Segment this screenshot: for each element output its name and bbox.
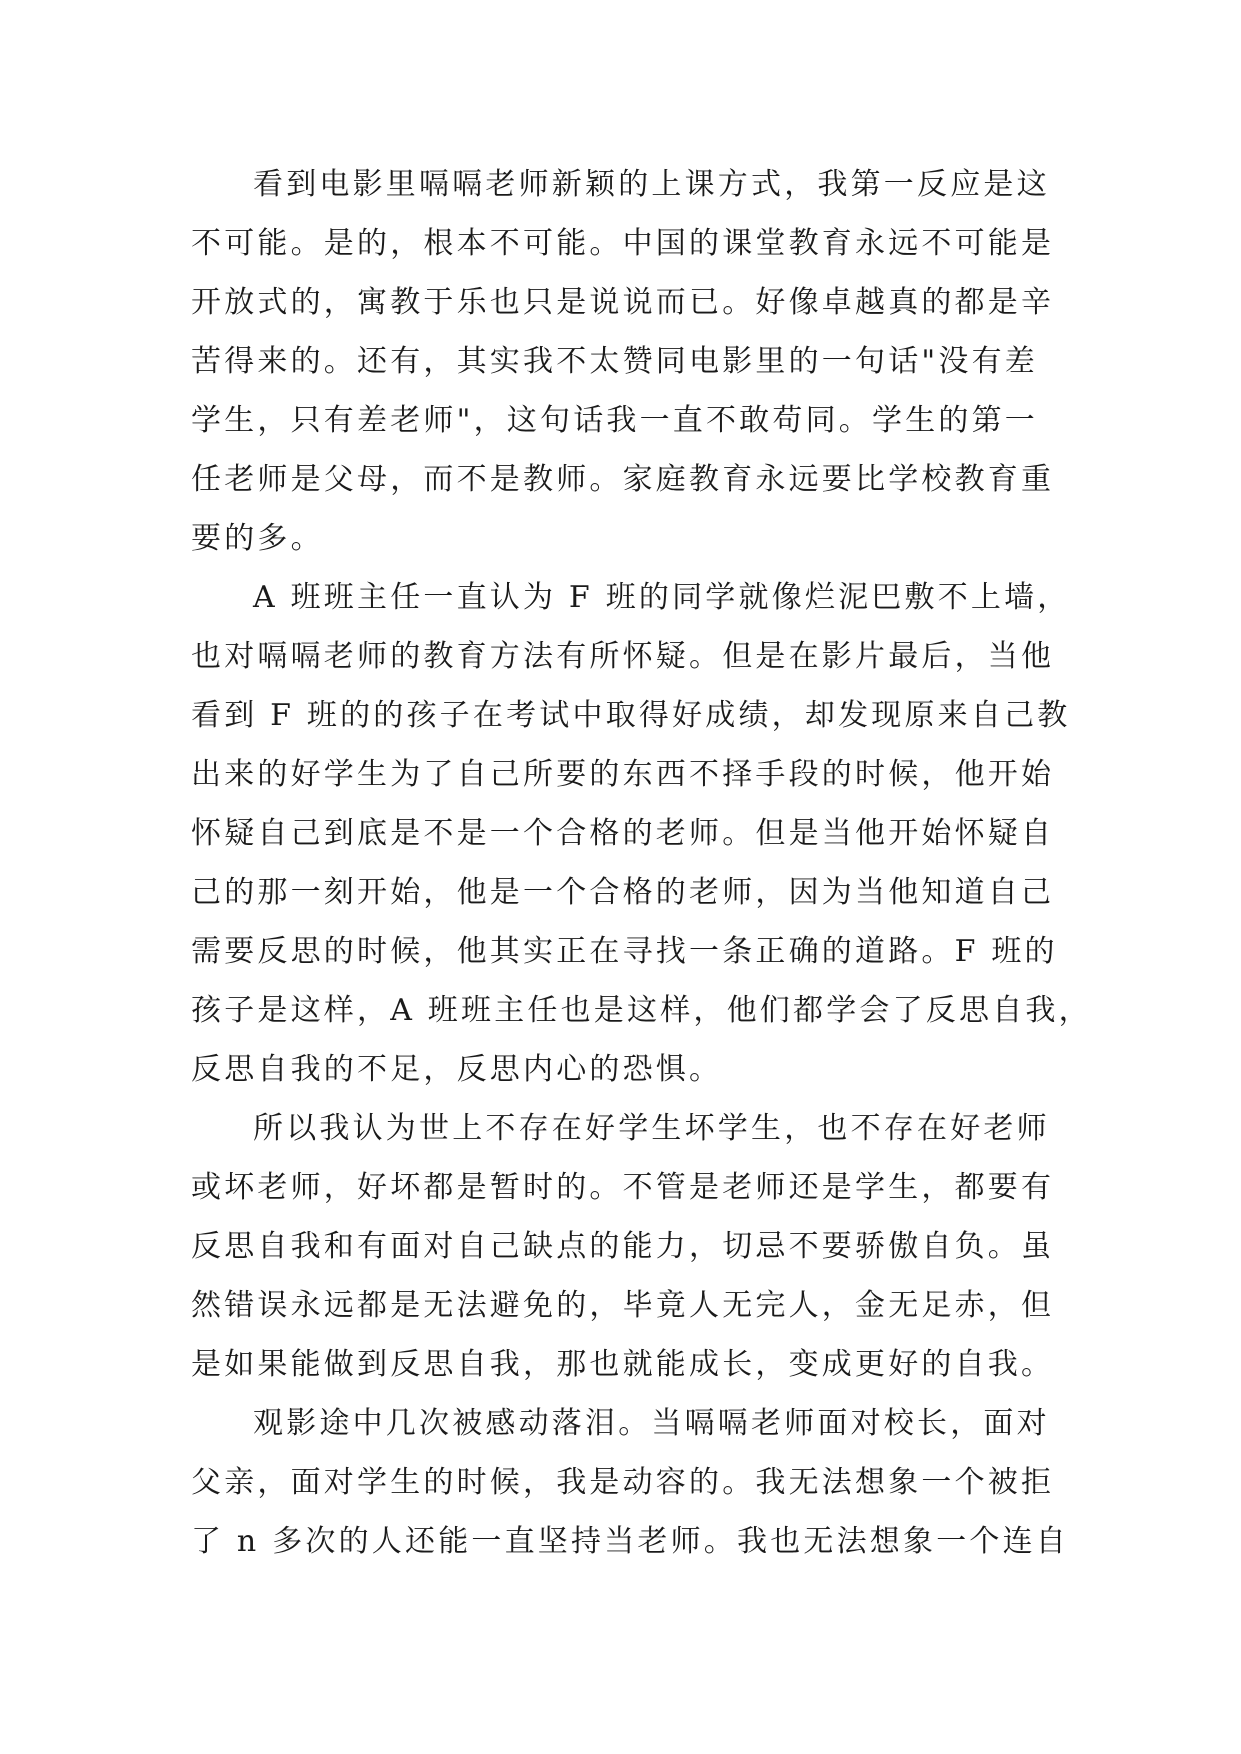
document-body: [191, 155, 1092, 1571]
text-line: 或坏老师，好坏都是暂时的。不管是老师还是学生，都要有: [191, 1170, 1055, 1205]
text-line: 也对嗝嗝老师的教育方法有所怀疑。但是在影片最后，当他: [191, 639, 1055, 674]
text-line: 要的多。: [191, 521, 324, 556]
text-line: 看到电影里嗝嗝老师新颖的上课方式，我第一反应是这: [253, 167, 1050, 202]
text-line: 需要反思的时候，他其实正在寻找一条正确的道路。F 班的: [191, 934, 1058, 969]
text-line: 是如果能做到反思自我，那也就能成长，变成更好的自我。: [191, 1347, 1055, 1382]
text-line: A 班班主任一直认为 F 班的同学就像烂泥巴敷不上墙，: [253, 580, 1071, 615]
text-line: 任老师是父母，而不是教师。家庭教育永远要比学校教育重: [191, 462, 1055, 497]
paragraph: [191, 568, 1092, 1099]
text-line: 学生，只有差老师"，这句话我一直不敢苟同。学生的第一: [191, 403, 1038, 438]
text-line: 怀疑自己到底是不是一个合格的老师。但是当他开始怀疑自: [191, 816, 1055, 851]
paragraph: [191, 155, 1055, 568]
text-line: 不可能。是的，根本不可能。中国的课堂教育永远不可能是: [191, 226, 1055, 261]
text-line: 父亲，面对学生的时候，我是动容的。我无法想象一个被拒: [191, 1465, 1055, 1500]
text-line: 己的那一刻开始，他是一个合格的老师，因为当他知道自己: [191, 875, 1055, 910]
text-line: 反思自我和有面对自己缺点的能力，切忌不要骄傲自负。虽: [191, 1229, 1055, 1264]
text-line: 看到 F 班的的孩子在考试中取得好成绩，却发现原来自己教: [191, 698, 1071, 733]
text-line: 开放式的，寓教于乐也只是说说而已。好像卓越真的都是辛: [191, 285, 1055, 320]
text-line: 了 n 多次的人还能一直坚持当老师。我也无法想象一个连自: [191, 1524, 1069, 1559]
paragraph: [191, 1099, 1055, 1394]
text-line: 出来的好学生为了自己所要的东西不择手段的时候，他开始: [191, 757, 1055, 792]
text-line: 所以我认为世上不存在好学生坏学生，也不存在好老师: [253, 1111, 1050, 1146]
text-line: 孩子是这样，A 班班主任也是这样，他们都学会了反思自我，: [191, 993, 1092, 1028]
text-line: 观影途中几次被感动落泪。当嗝嗝老师面对校长，面对: [253, 1406, 1050, 1441]
text-line: 反思自我的不足，反思内心的恐惧。: [191, 1052, 723, 1087]
paragraph: [191, 1394, 1069, 1571]
text-line: 苦得来的。还有，其实我不太赞同电影里的一句话"没有差: [191, 344, 1038, 379]
text-line: 然错误永远都是无法避免的，毕竟人无完人，金无足赤，但: [191, 1288, 1055, 1323]
